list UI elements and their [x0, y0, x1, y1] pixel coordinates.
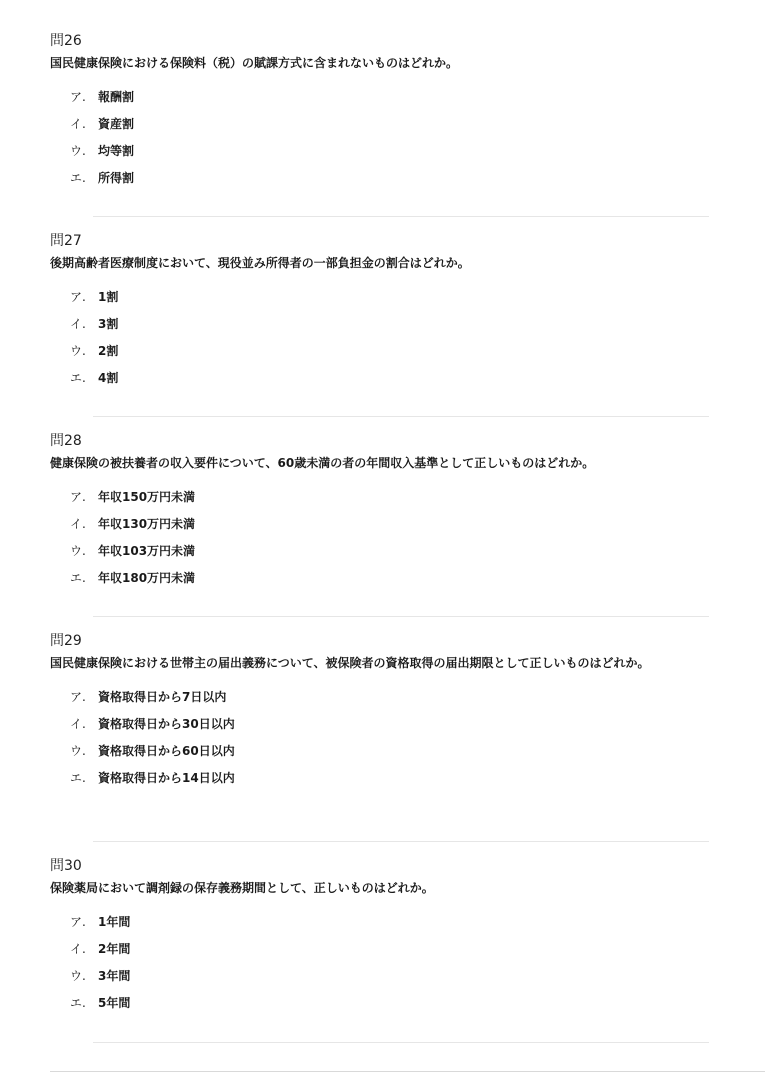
choice-mark: ア. — [70, 490, 86, 504]
choice-label: 資格取得日から14日以内 — [98, 771, 235, 785]
choice-mark: エ. — [70, 996, 86, 1010]
choice-mark: イ. — [70, 117, 86, 131]
choice-mark: ウ. — [70, 744, 86, 758]
choice-e[interactable] — [50, 165, 740, 192]
question-text: 国民健康保険における保険料（税）の賦課方式に含まれないものはどれか。 — [50, 56, 459, 70]
choice-i[interactable] — [50, 311, 740, 338]
choice-mark: ウ. — [70, 144, 86, 158]
choice-e[interactable] — [50, 565, 740, 592]
choice-mark: エ. — [70, 771, 86, 785]
question-divider — [93, 216, 709, 217]
choice-label: 報酬割 — [98, 90, 135, 104]
page-bottom-rule — [50, 1071, 765, 1072]
choice-i[interactable] — [50, 936, 740, 963]
question-divider — [93, 1042, 709, 1043]
choice-mark: ア. — [70, 915, 86, 929]
choice-mark: イ. — [70, 517, 86, 531]
choice-a[interactable] — [50, 484, 740, 511]
choice-mark: イ. — [70, 317, 86, 331]
choice-e[interactable] — [50, 765, 740, 792]
choice-label: 年収103万円未満 — [98, 544, 196, 558]
choice-label: 資格取得日から30日以内 — [98, 717, 235, 731]
choice-i[interactable] — [50, 511, 740, 538]
choice-mark: ウ. — [70, 544, 86, 558]
choice-mark: エ. — [70, 171, 86, 185]
choice-a[interactable] — [50, 684, 740, 711]
choice-label: 資格取得日から7日以内 — [98, 690, 227, 704]
choice-label: 3年間 — [98, 969, 131, 983]
question-29 — [50, 632, 740, 792]
choice-u[interactable] — [50, 138, 740, 165]
choice-label: 年収150万円未満 — [98, 490, 196, 504]
choice-label: 5年間 — [98, 996, 131, 1010]
choice-list — [50, 484, 740, 592]
choice-mark: ア. — [70, 290, 86, 304]
choice-label: 2割 — [98, 344, 119, 358]
choice-e[interactable] — [50, 990, 740, 1017]
question-number: 問30 — [50, 858, 82, 874]
question-divider — [93, 616, 709, 617]
choice-a[interactable] — [50, 909, 740, 936]
choice-mark: ア. — [70, 690, 86, 704]
choice-label: 1年間 — [98, 915, 131, 929]
question-number: 問29 — [50, 633, 82, 649]
choice-mark: イ. — [70, 942, 86, 956]
choice-label: 所得割 — [98, 171, 135, 185]
choice-mark: ウ. — [70, 344, 86, 358]
choice-mark: エ. — [70, 371, 86, 385]
question-text: 後期高齢者医療制度において、現役並み所得者の一部負担金の割合はどれか。 — [50, 256, 470, 270]
question-number: 問28 — [50, 433, 82, 449]
choice-i[interactable] — [50, 111, 740, 138]
question-text: 国民健康保険における世帯主の届出義務について、被保険者の資格取得の届出期限として正しいものはどれか。 — [50, 656, 650, 670]
choice-label: 2年間 — [98, 942, 131, 956]
choice-a[interactable] — [50, 284, 740, 311]
choice-label: 均等割 — [98, 144, 135, 158]
choice-u[interactable] — [50, 538, 740, 565]
question-text: 保険薬局において調剤録の保存義務期間として、正しいものはどれか。 — [50, 881, 434, 895]
choice-i[interactable] — [50, 711, 740, 738]
choice-e[interactable] — [50, 365, 740, 392]
question-divider — [93, 841, 709, 842]
question-text: 健康保険の被扶養者の収入要件について、60歳未満の者の年間収入基準として正しいものはどれか。 — [50, 456, 595, 470]
question-26 — [50, 32, 740, 192]
question-number: 問26 — [50, 33, 82, 49]
choice-u[interactable] — [50, 963, 740, 990]
choice-u[interactable] — [50, 738, 740, 765]
question-27 — [50, 232, 740, 392]
choice-label: 年収180万円未満 — [98, 571, 196, 585]
choice-label: 1割 — [98, 290, 119, 304]
choice-list — [50, 909, 740, 1017]
choice-label: 資産割 — [98, 117, 135, 131]
choice-list — [50, 284, 740, 392]
choice-a[interactable] — [50, 84, 740, 111]
choice-mark: ア. — [70, 90, 86, 104]
question-30 — [50, 857, 740, 1017]
choice-label: 4割 — [98, 371, 119, 385]
question-number: 問27 — [50, 233, 82, 249]
choice-mark: イ. — [70, 717, 86, 731]
choice-label: 3割 — [98, 317, 119, 331]
choice-mark: ウ. — [70, 969, 86, 983]
choice-list — [50, 84, 740, 192]
choice-u[interactable] — [50, 338, 740, 365]
choice-label: 年収130万円未満 — [98, 517, 196, 531]
question-28 — [50, 432, 740, 592]
choice-list — [50, 684, 740, 792]
choice-mark: エ. — [70, 571, 86, 585]
choice-label: 資格取得日から60日以内 — [98, 744, 235, 758]
question-divider — [93, 416, 709, 417]
